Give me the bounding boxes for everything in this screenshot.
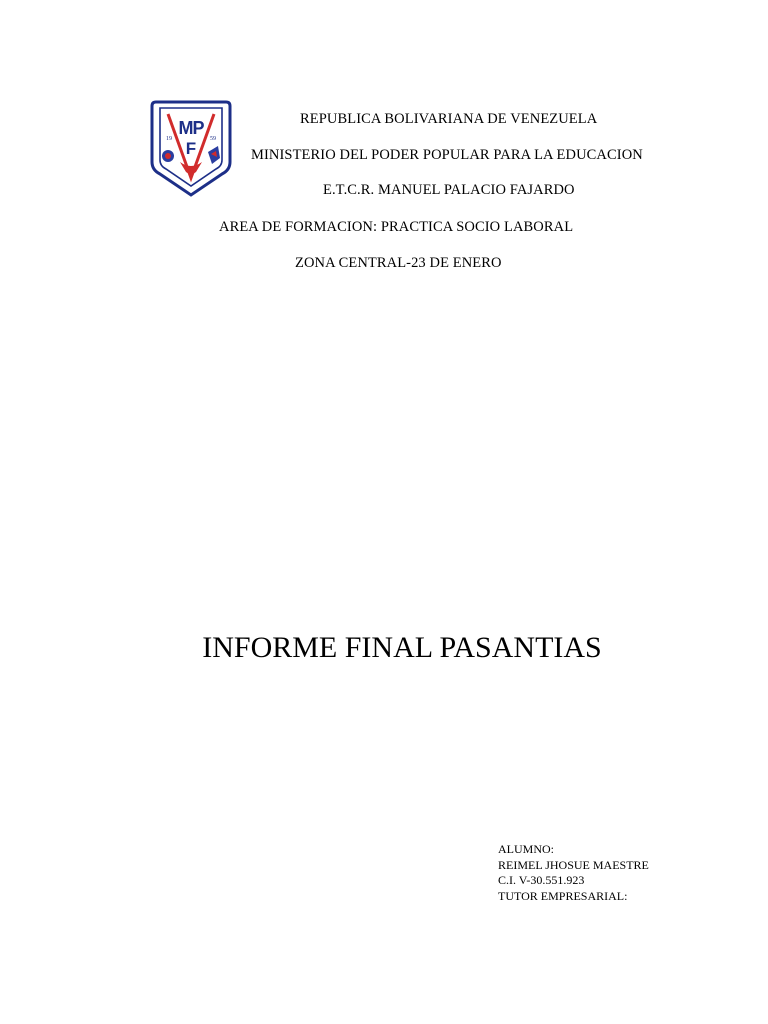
alumno-label: ALUMNO: (498, 842, 554, 856)
logo-year-left: 19 (166, 136, 172, 142)
header-school: E.T.C.R. MANUEL PALACIO FAJARDO (323, 182, 575, 198)
logo-letters-top: MP (178, 118, 204, 138)
tutor-label: TUTOR EMPRESARIAL: (498, 888, 628, 903)
header-republic: REPUBLICA BOLIVARIANA DE VENEZUELA (300, 111, 598, 127)
student-name: REIMEL JHOSUE MAESTRE (498, 857, 649, 872)
header-area: AREA DE FORMACION: PRACTICA SOCIO LABORAL (219, 219, 574, 235)
school-logo (150, 100, 232, 197)
header-ministry: MINISTERIO DEL PODER POPULAR PARA LA EDUCACION (251, 147, 643, 163)
document-title: INFORME FINAL PASANTIAS (202, 631, 602, 664)
student-info-block (498, 842, 649, 904)
header-zone: ZONA CENTRAL-23 DE ENERO (295, 255, 502, 271)
logo-letter-f: F (185, 139, 197, 158)
school-logo-emblem (150, 100, 232, 197)
student-id: C.I. V-30.551.923 (498, 873, 585, 887)
logo-year-right: 59 (210, 136, 216, 142)
